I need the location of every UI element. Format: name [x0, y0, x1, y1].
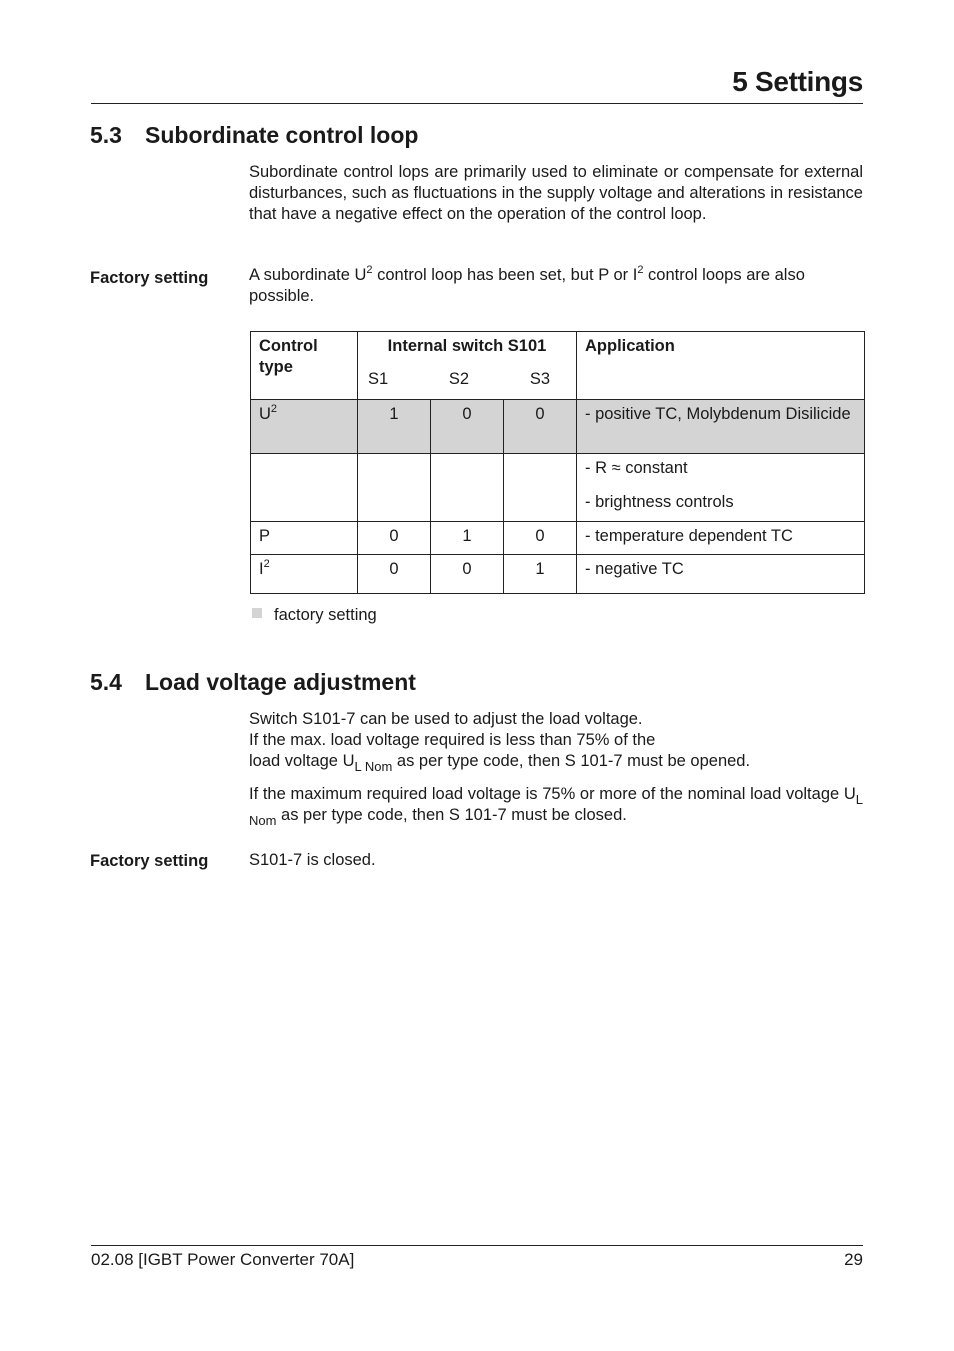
header-rule — [91, 103, 863, 104]
header-s2: S2 — [448, 370, 470, 388]
table-row: $U^2$ 1 0 0 - positive TC, Molybdenum Disilicide — [251, 400, 865, 454]
load-voltage-paragraph-2: If the maximum required load voltage is 75% or more of the nominal load voltage $U_{L Nom}$ as per type code, then S 101-7 must be closed. — [249, 785, 863, 828]
table-legend: factory setting — [252, 605, 377, 626]
factory-setting-text-2: S101-7 is closed. — [249, 851, 376, 869]
grey-square-icon — [252, 608, 262, 618]
header-s3: S3 — [529, 370, 550, 388]
footer-document-title: 02.08 [IGBT Power Converter 70A] — [91, 1250, 355, 1269]
footer-rule — [91, 1245, 863, 1246]
header-internal-switch: Internal switch S101 S1 S2 S3 — [358, 332, 577, 400]
header-control-type: Control type — [251, 332, 358, 400]
header-application: Application — [577, 332, 865, 400]
page-number: 29 — [844, 1250, 863, 1269]
intro-paragraph: Subordinate control lops are primarily used to eliminate or compensate for external disturbances, such as fluctuations in the supply voltage and alterations in resistance that have a negative effect on the operation of the control loop. — [249, 163, 863, 223]
section-title: Subordinate control loop — [145, 122, 419, 148]
section-title: Load voltage adjustment — [145, 669, 416, 695]
factory-setting-label-2: Factory setting — [90, 852, 209, 870]
table-row: $I^2$ 0 0 1 - negative TC — [251, 555, 865, 594]
section-number: 5.3 — [90, 122, 122, 148]
section-number: 5.4 — [90, 669, 122, 695]
header-s1: S1 — [368, 370, 389, 388]
control-type-table — [250, 331, 865, 594]
table-row: - R ≈ constant - brightness controls — [251, 454, 865, 522]
section-5-4-heading — [90, 669, 416, 696]
factory-setting-label: Factory setting — [90, 269, 209, 287]
section-5-3-heading — [90, 122, 418, 149]
table-row: P 0 1 0 - temperature dependent TC — [251, 522, 865, 555]
load-voltage-paragraph-1: Switch S101-7 can be used to adjust the load voltage. If the max. load voltage required is less than 75% of the load voltage $U_{L Nom}$ as per type code, then S 101-7 must be opened. — [249, 710, 751, 774]
factory-setting-text: A subordinate $U^2$ control loop has been set, but P or $I^2$ control loops are also possible. — [249, 264, 805, 305]
table-header-row — [251, 332, 865, 400]
chapter-title: 5 Settings — [732, 66, 863, 97]
